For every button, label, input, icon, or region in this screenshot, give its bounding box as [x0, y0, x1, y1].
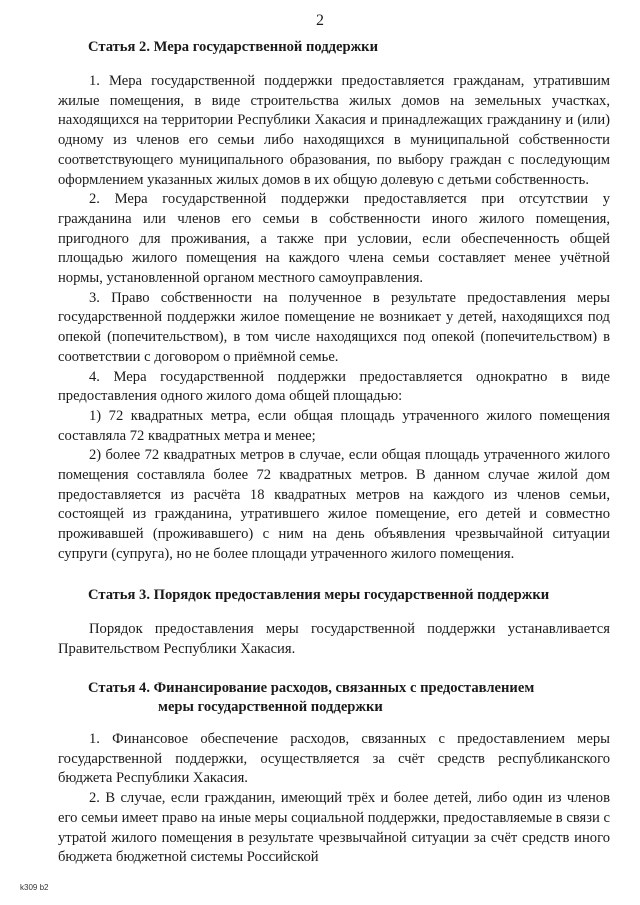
- paragraph: Порядок предоставления меры государственной поддержки устанавливается Правительством Республики Хакасия.: [58, 621, 610, 657]
- article-2-body: [58, 72, 610, 565]
- article-2-title: Статья 2. Мера государственной поддержки: [88, 39, 378, 55]
- article-4-title-line-1: Статья 4. Финансирование расходов, связанных с предоставлением: [88, 680, 535, 696]
- article-3-body: [58, 620, 610, 659]
- paragraph: 2) более 72 квадратных метров в случае, если общая площадь утраченного жилого помещения составляла более 72 квадратных метров. В данном случае жилой дом предоставляется из расчёта 18 квадратных метров на каждого из членов семьи, состоящей из гражданина, утратившего жилое помещение, его детей и совместно проживавшей (проживавшего) с ним на день объявления чрезвычайной ситуации супруги (супруга), но не более площади утраченного жилого помещения.: [58, 447, 610, 562]
- footer-code: k309 b2: [20, 883, 49, 892]
- paragraph: 2. В случае, если гражданин, имеющий трёх и более детей, либо один из членов его семьи имеет право на иные меры социальной поддержки, предоставляемые в связи с утратой жилого помещения в результате чрезвычайной ситуации за счёт средств иного бюджета бюджетной системы Российской: [58, 790, 610, 866]
- article-4-title: [88, 679, 618, 717]
- article-3-title: Статья 3. Порядок предоставления меры государственной поддержки: [88, 587, 550, 603]
- paragraph: 1. Мера государственной поддержки предоставляется гражданам, утратившим жилые помещения, в виде строительства жилых домов на земельных участках, находящихся на территории Республики Хакасия и принадлежащих гражданину и (или) одному из членов его семьи либо находящихся в муниципальной собственности соответствующего муниципального образования, по выбору граждан с последующим оформлением указанных жилых домов в их общую долевую с детьми собственность.: [58, 73, 610, 188]
- paragraph: 4. Мера государственной поддержки предоставляется однократно в виде предоставления одного жилого дома общей площадью:: [58, 368, 610, 405]
- paragraph: 1) 72 квадратных метра, если общая площадь утраченного жилого помещения составляла 72 квадратных метра и менее;: [58, 407, 610, 444]
- page-number: 2: [316, 12, 324, 29]
- paragraph: 3. Право собственности на полученное в результате предоставления меры государственной поддержки жилое помещение не возникает у детей, находящихся под опекой (попечительством), в том числе находящихся под опекой (попечительством) в соответствии с договором о приёмной семье.: [58, 289, 610, 365]
- paragraph: 1. Финансовое обеспечение расходов, связанных с предоставлением меры государственной поддержки, осуществляется за счёт средств республиканского бюджета Республики Хакасия.: [58, 731, 610, 787]
- paragraph: 2. Мера государственной поддержки предоставляется при отсутствии у гражданина или членов его семьи в собственности иного жилого помещения, пригодного для проживания, а также при условии, если обеспеченность общей площадью жилого помещения на каждого члена семьи составляет менее учётной нормы, установленной органом местного самоуправления.: [58, 191, 610, 287]
- article-4-body: [58, 730, 610, 868]
- article-4-title-line-2: меры государственной поддержки: [158, 699, 383, 715]
